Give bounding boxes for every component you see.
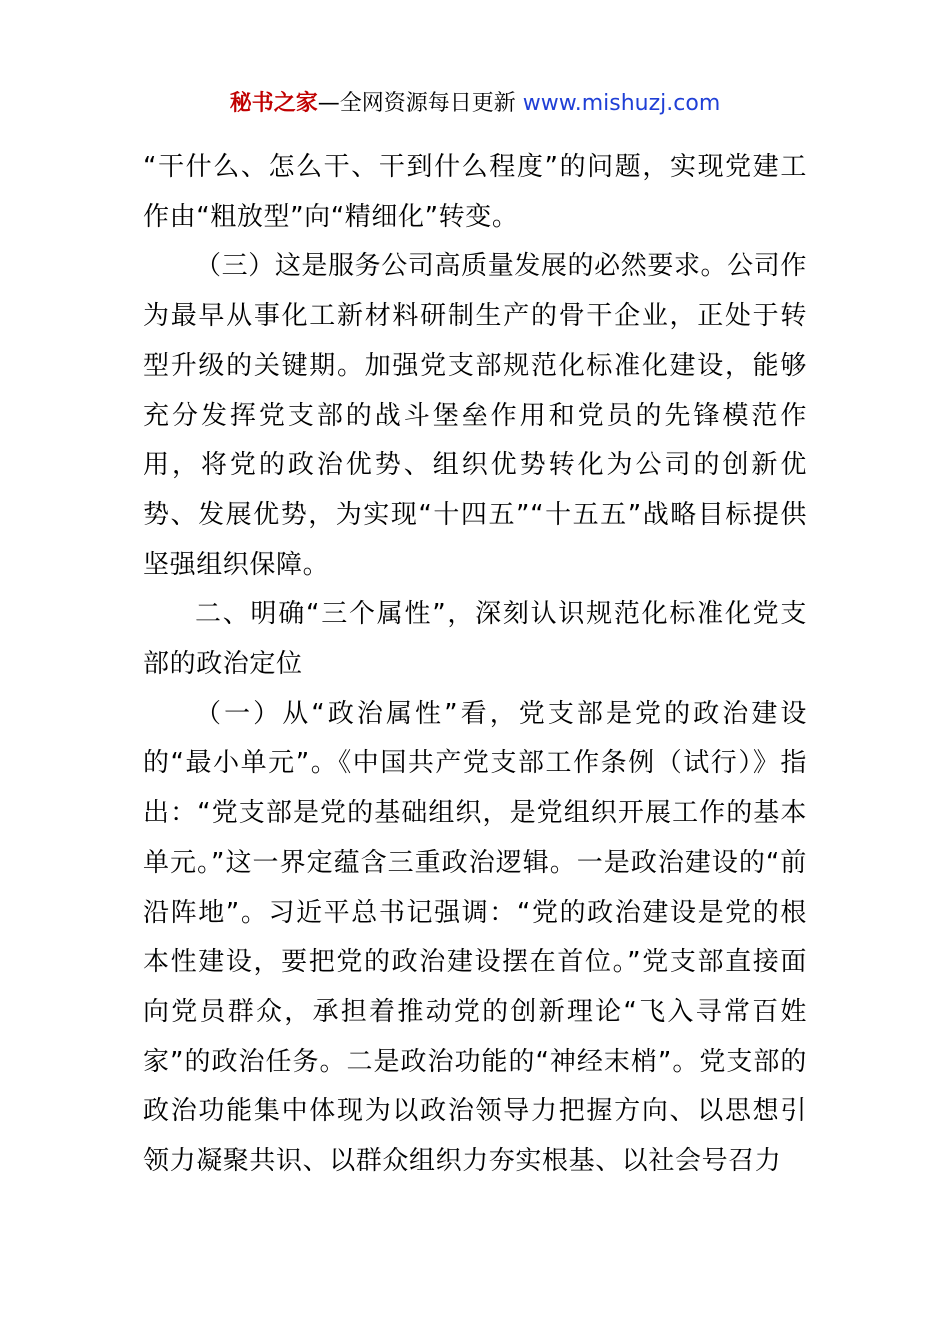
site-url: www.mishuzj.com [522,91,721,116]
paragraph-section-3: （三）这是服务公司高质量发展的必然要求。公司作为最早从事化工新材料研制生产的骨干企业，正处于转型升级的关键期。加强党支部规范化标准化建设，能够充分发挥党支部的战斗堡垒作用和党员的先锋模范作用，将党的政治优势、组织优势转化为公司的创新优势、发展优势，为实现“十四五”“十五五”战略目标提供坚强组织保障。 [143,251,807,580]
site-tagline: —全网资源每日更新 [317,91,523,116]
paragraph-political-attribute: （一）从“政治属性”看，党支部是党的政治建设的“最小单元”。《中国共产党支部工作条例（试行）》指出：“党支部是党的基础组织，是党组织开展工作的基本单元。”这一界定蕴含三重政治逻辑。一是政治建设的“前沿阵地”。习近平总书记强调：“党的政治建设是党的根本性建设，要把党的政治建设摆在首位。”党支部直接面向党员群众，承担着推动党的创新理论“飞入寻常百姓家”的政治任务。二是政治功能的“神经末梢”。党支部的政治功能集中体现为以政治领导力把握方向、以思想引领力凝聚共识、以群众组织力夯实根基、以社会号召力 [143,698,807,1177]
page-header [0,86,950,122]
paragraph-continuation: “干什么、怎么干、干到什么程度”的问题，实现党建工作由“粗放型”向“精细化”转变。 [143,152,807,232]
document-body [143,143,807,1187]
section-heading-2: 二、明确“三个属性”，深刻认识规范化标准化党支部的政治定位 [143,599,807,680]
site-brand: 秘书之家 [229,91,318,116]
